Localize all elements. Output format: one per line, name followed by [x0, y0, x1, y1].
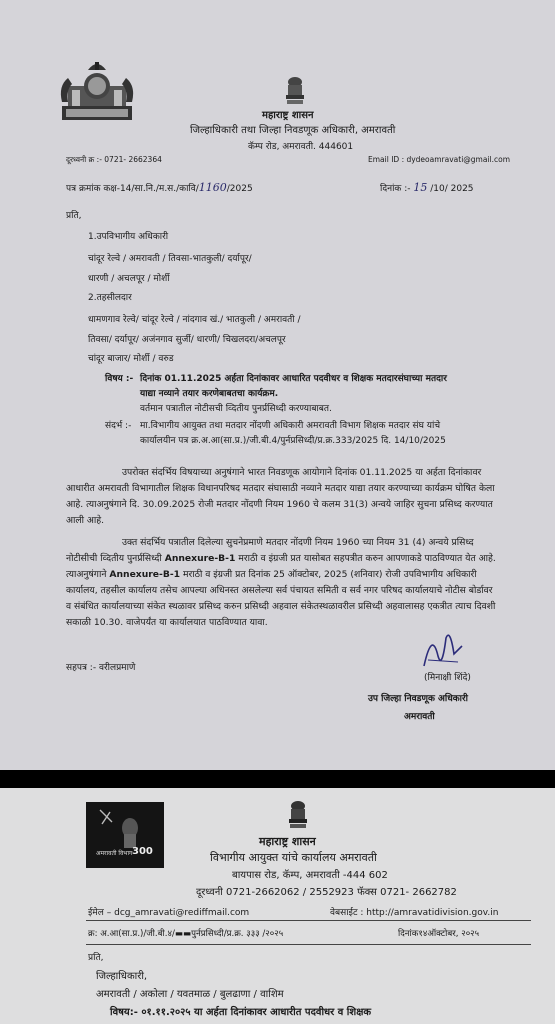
- header-divider: [86, 920, 531, 921]
- letter-date: दिनांक :- 15 /10/ 2025: [380, 181, 474, 194]
- org-title: महाराष्ट्र शासन: [259, 835, 316, 848]
- signatory-title: उप जिल्हा निवडणूक अधिकारी: [368, 694, 469, 704]
- divisional-office-logo-icon: अमरावती विभाग 300: [86, 802, 164, 868]
- salutation-to: प्रति,: [66, 211, 82, 221]
- reference-label: संदर्भ :-: [105, 421, 132, 431]
- salutation-to: प्रति,: [88, 953, 104, 963]
- logo-number: 300: [132, 846, 153, 857]
- subject-line: विषय:- ०१.११.२०२५ या अर्हता दिनांकावर आधारीत पदवीधर व शिक्षक: [110, 1007, 372, 1018]
- subject-label: विषय :-: [105, 374, 134, 384]
- national-emblem-icon: [287, 800, 309, 830]
- recipient-line: चांदूर रेल्वे / अमरावती / तिवसा-भातकुली/ दर्यापूर/: [88, 254, 252, 264]
- signatory-place: अमरावती: [404, 712, 435, 722]
- reference-number: पत्र क्रमांक कक्ष-14/सा.नि./म.स./कावि/1160/2025: [66, 181, 253, 194]
- enclosure-note: सहपत्र :- वरीलप्रमाणे: [66, 663, 136, 673]
- recipient-line: 2.तहसीलदार: [88, 293, 132, 303]
- signature-icon: [418, 626, 468, 672]
- body-paragraph-2: उक्त संदर्भिय पत्रातील दिलेल्या सुचनेप्रमाणे मतदार नोंदणी नियम 1960 च्या नियम 31 (4) अन्वये प्रसिध्द नोटीसीची व्दितीय पुनर्प्रसिध्दी Annexure-B-1 मराठी व इंग्रजी प्रत यासोबत सहपत्रीत करुन आपणाकडे पाठविण्यात येत आहे. त्याअनुषंगाने Annexure-B-1 मराठी व इंग्रजी प्रत दिनांक 25 ऑक्टोबर, 2025 (शनिवार) रोजी उपविभागीय अधिकारी कार्यालय, तहसील कार्यालय तसेच आपल्या अधिनस्त असलेल्या सर्व पंचायत समिती व सर्व नगर परिषद कार्यालयाचे नोटीस बोर्डावर व संबंधित कार्यालयाच्या संकेत स्थळावर प्रसिध्द करुन प्रसिध्दी अहवाल संकेतस्थळावरील प्रसिध्दी अहवालासह एकत्रीत त्याच दिवशी सकाळी 10.30. वाजेपर्यंत या कार्यालयात पाठविण्यात यावा.: [66, 537, 496, 628]
- org-title: महाराष्ट्र शासन: [262, 110, 314, 121]
- letter-date: दिनांक१४ऑक्टोबर, २०२५: [398, 929, 480, 939]
- recipient-line: अमरावती / अकोला / यवतमाळ / बुलढाणा / वाशिम: [96, 989, 284, 1000]
- office-address: बायपास रोड, कॅम्प, अमरावती -444 602: [232, 870, 388, 881]
- signatory-name: (मिनाक्षी शिंदे): [424, 673, 471, 683]
- email-address: ईमेल – dcg_amravati@rediffmail.com: [88, 908, 250, 918]
- reference-line: कार्यालयीन पत्र क्र.अ.आ(सा.प्र.)/जी.बी.4/पुर्नप्रसिध्दी/प्र.क्र.333/2025 दि. 14/10/2025: [140, 436, 446, 446]
- recipient-line: धामणगाव रेल्वे/ चांदूर रेल्वे / नांदगाव खं./ भातकुली / अमरावती /: [88, 315, 301, 325]
- body-paragraph-1: उपरोक्त संदर्भिय विषयाच्या अनुषंगाने भारत निवडणूक आयोगाने दिनांक 01.11.2025 या अर्हता दिनांकावर आधारीत अमरावती विभागातील शिक्षक विधानपरिषद मतदार संघासाठी नव्याने मतदार याद्या तयार करण्याच्या कार्यक्रम घोषित केला आहे. त्याअनुषंगाने दि. 30.09.2025 रोजी मतदार नोंदणी नियम 1960 चे कलम 31(3) अन्वये जाहिर सुचना प्रसिध्द करण्यात आली आहे.: [66, 467, 495, 526]
- reference-number: क्र: अ.आ(सा.प्र.)/जी.बी.४/▬▬पुर्नप्रसिध्दी/प्र.क्र. ३३३ /२०२५: [88, 929, 284, 939]
- recipient-line: जिल्हाधिकारी,: [96, 971, 148, 982]
- recipient-line: धारणी / अचलपूर / मोर्शी: [88, 274, 170, 284]
- subject-line: याद्या नव्याने तयार करणेबाबतचा कार्यक्रम.: [140, 389, 279, 399]
- recipient-line: 1.उपविभागीय अधिकारी: [88, 232, 169, 242]
- website-link: वेबसाईट : http://amravatidivision.gov.in: [330, 908, 499, 918]
- phone-number: दूरध्वनी क्र :- 0721- 2662364: [66, 155, 162, 164]
- national-emblem-icon: [284, 76, 306, 106]
- reference-line: मा.विभागीय आयुक्त तथा मतदार नोंदणी अधिकारी अमरावती विभाग शिक्षक मतदार संघ यांचे: [140, 421, 441, 431]
- recipient-line: चांदूर बाजार/ मोर्शी / वरुड: [88, 354, 174, 364]
- subject-line: वर्तमान पत्रातील नोटीसची व्दितीय पुनर्प्रसिध्दी करण्याबाबत.: [140, 404, 332, 414]
- org-subtitle: जिल्हाधिकारी तथा जिल्हा निवडणूक अधिकारी, अमरावती: [190, 125, 396, 136]
- office-address: कॅम्प रोड, अमरावती. 444601: [248, 142, 354, 152]
- email-address: Email ID : dydeoamravati@gmail.com: [368, 155, 511, 164]
- collector-office-logo-icon: [58, 56, 136, 128]
- subject-line: दिनांक 01.11.2025 अर्हता दिनांकावर आधारित पदवीधर व शिक्षक मतदारसंघाच्या मतदार: [140, 374, 447, 384]
- reference-divider: [86, 944, 531, 945]
- org-subtitle: विभागीय आयुक्त यांचे कार्यालय अमरावती: [210, 851, 377, 864]
- letter-page-2: [0, 788, 555, 1024]
- recipient-line: तिवसा/ दर्यापूर/ अजंनगाव सुर्जी/ धारणी/ चिखलदरा/अचलपूर: [88, 335, 286, 345]
- contact-phone-fax: दूरध्वनी 0721-2662062 / 2552923 फॅक्स 0721- 2662782: [196, 887, 457, 898]
